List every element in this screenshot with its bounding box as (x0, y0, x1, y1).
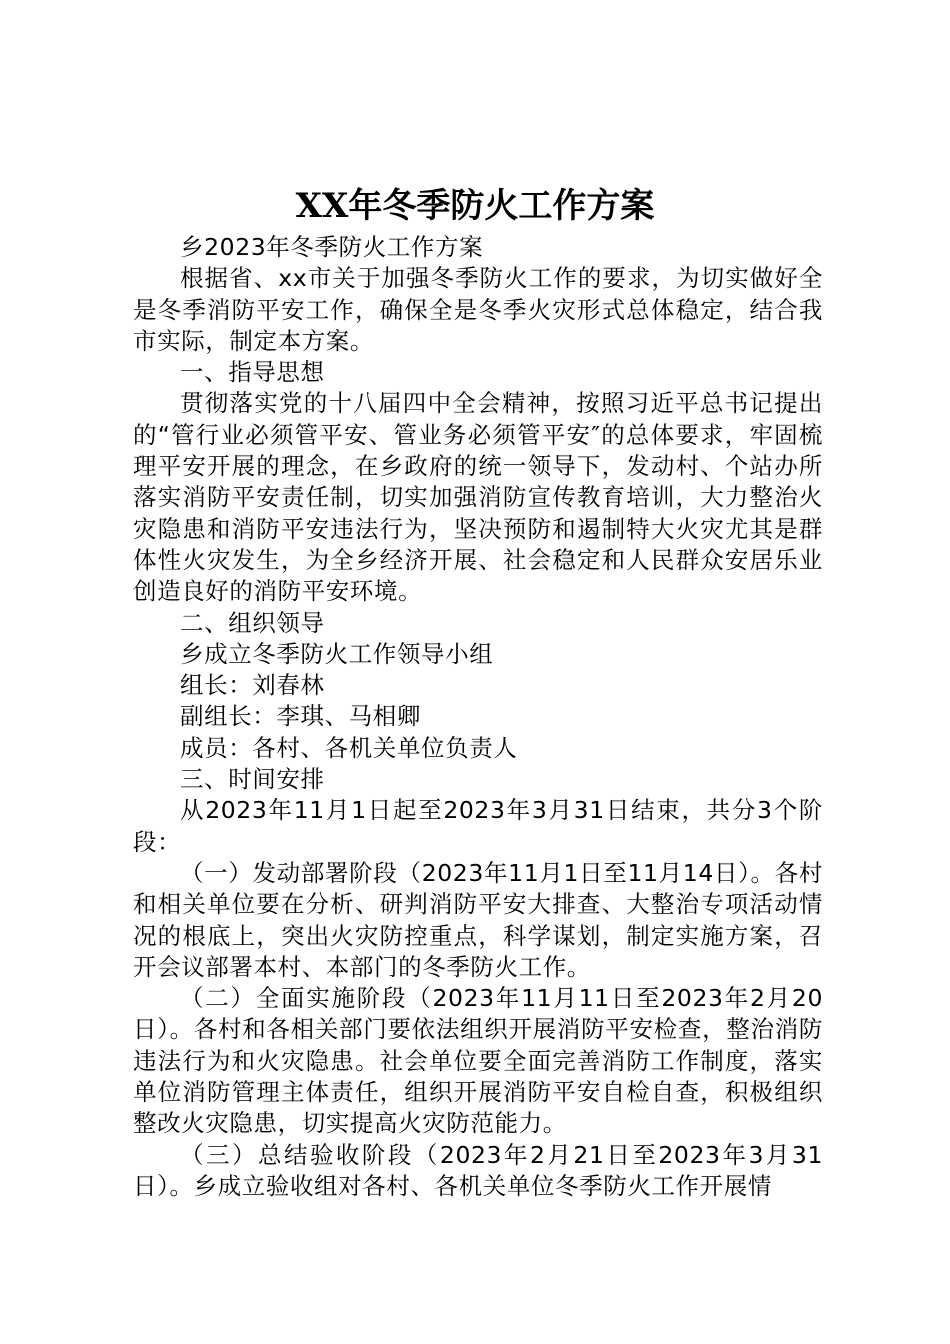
paragraph-phase-one: （一）发动部署阶段（2023年11月1日至11月14日）。各村和相关单位要在分析、研判消防平安大排查、大整治专项活动情况的根底上，突出火灾防控重点，科学谋划，制定实施方案，召开会议部署本村、本部门的冬季防火工作。 (133, 858, 823, 981)
paragraph-schedule-overview: 从2023年11月1日起至2023年3月31日结束，共分3个阶段： (133, 796, 823, 856)
document-body (133, 232, 823, 1202)
paragraph-group-leader: 组长：刘春林 (180, 671, 325, 700)
paragraph-leading-group: 乡成立冬季防火工作领导小组 (180, 639, 494, 668)
paragraph-phase-three: （三）总结验收阶段（2023年2月21日至2023年3月31日）。乡成立验收组对各村、各机关单位冬季防火工作开展情 (133, 1140, 823, 1200)
document-title: XX年冬季防火工作方案 (295, 186, 655, 226)
paragraph-intro: 根据省、xx市关于加强冬季防火工作的要求，为切实做好全是冬季消防平安工作，确保全是冬季火灾形式总体稳定，结合我市实际，制定本方案。 (133, 264, 823, 355)
section-heading-schedule: 三、时间安排 (180, 765, 325, 794)
paragraph-guiding-thought: 贯彻落实党的十八届四中全会精神，按照习近平总书记提出的“管行业必须管平安、管业务必须管平安″的总体要求，牢固梳理平安开展的理念，在乡政府的统一领导下，发动村、个站办所落实消防平安责任制，切实加强消防宣传教育培训，大力整治火灾隐患和消防平安违法行为，坚决预防和遏制特大火灾尤其是群体性火灾发生，为全乡经济开展、社会稳定和人民群众安居乐业创造良好的消防平安环境。 (133, 389, 823, 606)
section-heading-organization: 二、组织领导 (180, 608, 325, 637)
paragraph-members: 成员：各村、各机关单位负责人 (180, 733, 518, 762)
section-heading-guiding-thought: 一、指导思想 (180, 358, 325, 387)
paragraph-heading-line: 乡2023年冬季防火工作方案 (180, 233, 484, 261)
paragraph-phase-two: （二）全面实施阶段（2023年11月11日至2023年2月20日）。各村和各相关部门要依法组织开展消防平安检查，整治消防违法行为和火灾隐患。社会单位要全面完善消防工作制度，落实单位消防管理主体责任，组织开展消防平安自检自查，积极组织整改火灾隐患，切实提高火灾防范能力。 (133, 984, 823, 1138)
paragraph-deputy-leaders: 副组长：李琪、马相卿 (180, 702, 421, 731)
